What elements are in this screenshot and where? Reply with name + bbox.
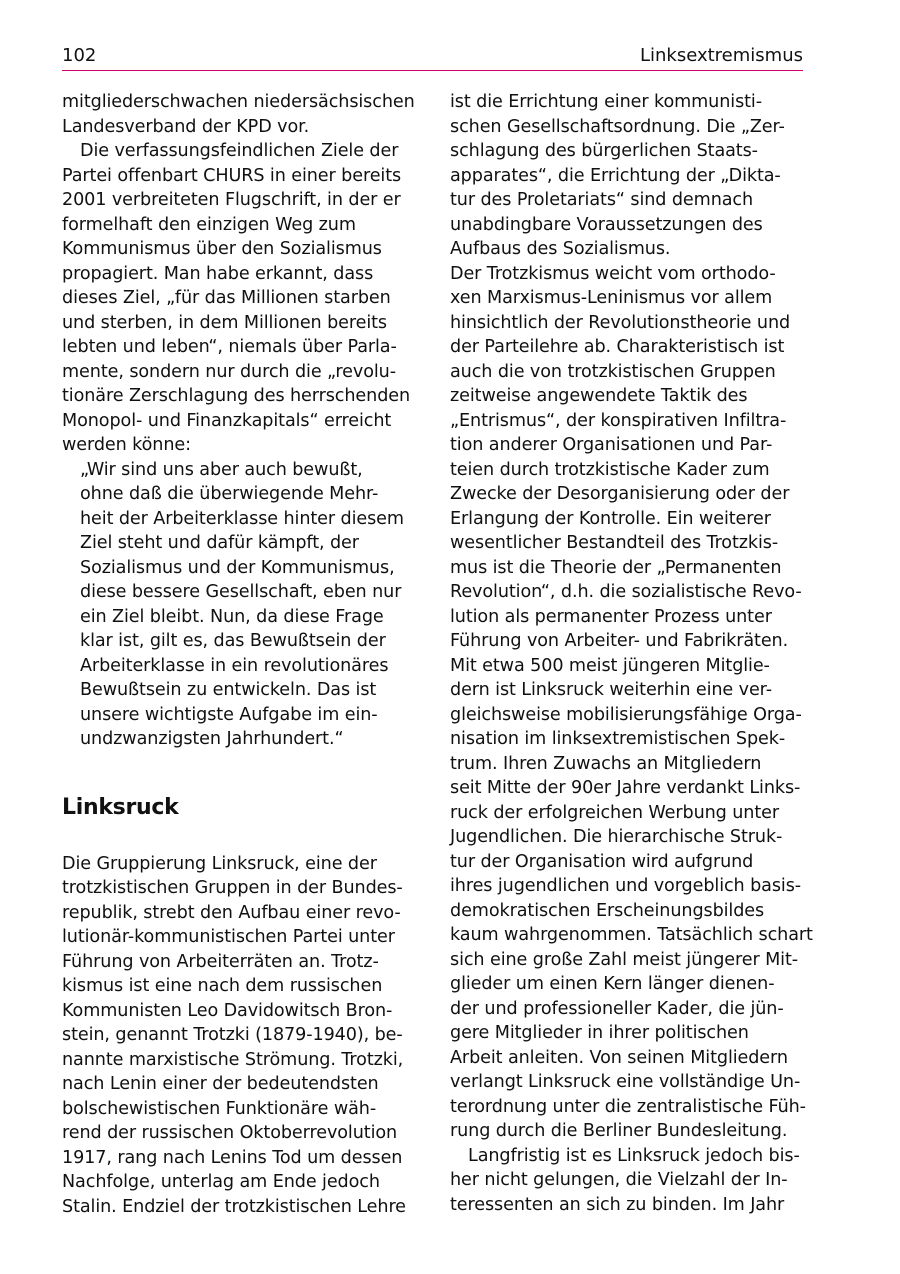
- text-line: wesentlicher Bestandteil des Trotzkis-: [450, 533, 779, 553]
- text-line: Monopol- und Finanzkapitals“ erreicht: [62, 410, 392, 431]
- text-line: her nicht gelungen, die Vielzahl der In-: [450, 1170, 788, 1190]
- text-line: xen Marxismus-Leninismus vor allem: [450, 288, 773, 308]
- block-quote: [62, 458, 414, 752]
- text-line: Jugendlichen. Die hierarchische Struk-: [450, 827, 783, 847]
- text-line: Bewußtsein zu entwickeln. Das ist: [80, 680, 377, 700]
- text-line: Stalin. Endziel der trotzkistischen Lehre: [62, 1196, 406, 1217]
- linksruck-paragraph: [62, 852, 414, 1220]
- text-line: „Entrismus“, der konspirativen Infiltra-: [450, 410, 787, 431]
- text-line: republik, strebt den Aufbau einer revo-: [62, 902, 401, 923]
- text-line: werden könne:: [62, 435, 191, 455]
- text-line: trotzkistischen Gruppen in der Bundes-: [62, 878, 403, 898]
- text-line: Mit etwa 500 meist jüngeren Mitglie-: [450, 655, 770, 676]
- text-line: kismus ist eine nach dem russischen: [62, 976, 383, 996]
- text-line: ohne daß die überwiegende Mehr-: [80, 484, 379, 504]
- text-line: Landesverband der KPD vor.: [62, 116, 310, 137]
- text-line: lution als permanenter Prozess unter: [450, 606, 772, 627]
- left-column: [62, 90, 414, 1219]
- text-line: ein Ziel bleibt. Nun, da diese Frage: [80, 606, 384, 627]
- text-line: der Parteilehre ab. Charakteristisch ist: [450, 337, 785, 357]
- text-line: Aufbaus des Sozialismus.: [450, 239, 671, 259]
- text-line: Kommunismus über den Sozialismus: [62, 239, 382, 259]
- text-line: dieses Ziel, „für das Millionen starben: [62, 288, 391, 308]
- text-line: Ziel steht und dafür kämpft, der: [80, 533, 359, 553]
- langfristig-paragraph: [450, 1144, 805, 1218]
- text-line: undzwanzigsten Jahrhundert.“: [80, 729, 344, 749]
- text-line: terordnung unter die zentralistische Füh-: [450, 1096, 806, 1117]
- text-line: sich eine große Zahl meist jüngerer Mit-: [450, 949, 798, 970]
- page-number: 102: [62, 45, 97, 66]
- text-line: formelhaft den einzigen Weg zum: [62, 214, 356, 235]
- text-line: unabdingbare Voraussetzungen des: [450, 214, 763, 235]
- text-line: trum. Ihren Zuwachs an Mitgliedern: [450, 753, 762, 774]
- text-line: Langfristig ist es Linksruck jedoch bis-: [468, 1145, 800, 1166]
- text-line: Erlangung der Kontrolle. Ein weiterer: [450, 508, 771, 529]
- text-line: teien durch trotzkistische Kader zum: [450, 459, 770, 480]
- text-line: gleichsweise mobilisierungsfähige Orga-: [450, 704, 802, 725]
- text-line: tur des Proletariats“ sind demnach: [450, 190, 754, 210]
- text-line: und sterben, in dem Millionen bereits: [62, 312, 387, 333]
- text-line: Arbeit anleiten. Von seinen Mitgliedern: [450, 1047, 788, 1068]
- text-line: stein, genannt Trotzki (1879-1940), be-: [62, 1025, 403, 1045]
- text-line: „Wir sind uns aber auch bewußt,: [80, 459, 363, 480]
- text-line: kaum wahrgenommen. Tatsächlich schart: [450, 925, 813, 945]
- text-line: Partei offenbart CHURS in einer bereits: [62, 165, 402, 186]
- intro-paragraph: [62, 90, 414, 139]
- text-line: nach Lenin einer der bedeutendsten: [62, 1074, 379, 1094]
- text-line: Nachfolge, unterlag am Ende jedoch: [62, 1172, 380, 1192]
- text-line: rung durch die Berliner Bundesleitung.: [450, 1121, 788, 1141]
- text-line: gere Mitglieder in ihrer politischen: [450, 1023, 749, 1043]
- text-line: 2001 verbreiteten Flugschrift, in der er: [62, 190, 401, 210]
- text-line: hinsichtlich der Revolutionstheorie und: [450, 312, 791, 333]
- text-line: ihres jugendlichen und vorgeblich basis-: [450, 876, 802, 896]
- text-line: Die verfassungsfeindlichen Ziele der: [80, 141, 399, 161]
- running-title: Linksextremismus: [639, 45, 803, 66]
- text-line: nisation im linksextremistischen Spek-: [450, 729, 786, 749]
- text-line: demokratischen Erscheinungsbildes: [450, 900, 765, 921]
- text-line: klar ist, gilt es, das Bewußtsein der: [80, 631, 386, 651]
- right-column: [450, 90, 813, 1217]
- text-line: dern ist Linksruck weiterhin eine ver-: [450, 680, 772, 700]
- text-line: tion anderer Organisationen und Par-: [450, 435, 773, 455]
- text-line: auch die von trotzkistischen Gruppen: [450, 361, 776, 382]
- text-line: propagiert. Man habe erkannt, dass: [62, 263, 374, 284]
- text-line: zeitweise angewendete Taktik des: [450, 386, 748, 406]
- text-line: seit Mitte der 90er Jahre verdankt Links-: [450, 778, 801, 798]
- text-line: bolschewistischen Funktionäre wäh-: [62, 1098, 377, 1119]
- text-line: Kommunisten Leo Davidowitsch Bron-: [62, 1000, 393, 1021]
- text-line: Arbeiterklasse in ein revolutionäres: [80, 655, 389, 676]
- text-line: mitgliederschwachen niedersächsischen: [62, 92, 415, 112]
- section-heading: Linksruck: [62, 794, 179, 820]
- text-line: mente, sondern nur durch die „revolu-: [62, 361, 396, 382]
- text-line: verlangt Linksruck eine vollständige Un-: [450, 1072, 801, 1092]
- text-line: 1917, rang nach Lenins Tod um dessen: [62, 1147, 403, 1168]
- text-line: unsere wichtigste Aufgabe im ein-: [80, 704, 378, 725]
- text-line: Der Trotzkismus weicht vom orthodo-: [450, 263, 776, 284]
- text-line: schen Gesellschaftsordnung. Die „Zer-: [450, 116, 785, 137]
- text-line: der und professioneller Kader, die jün-: [450, 998, 784, 1019]
- churs-paragraph: [62, 139, 414, 458]
- text-line: Führung von Arbeiterräten an. Trotz-: [62, 951, 379, 972]
- trotzkismus-paragraph: [450, 90, 813, 1144]
- text-line: tur der Organisation wird aufgrund: [450, 851, 754, 872]
- page-header: [62, 42, 803, 71]
- text-line: tionäre Zerschlagung des herrschenden: [62, 386, 411, 406]
- text-line: glieder um einen Kern länger dienen-: [450, 974, 775, 994]
- text-line: Die Gruppierung Linksruck, eine der: [62, 853, 377, 874]
- text-line: ist die Errichtung einer kommunisti-: [450, 92, 762, 112]
- text-line: Zwecke der Desorganisierung oder der: [450, 484, 790, 504]
- text-line: apparates“, die Errichtung der „Dikta-: [450, 165, 781, 186]
- text-line: nannte marxistische Strömung. Trotzki,: [62, 1049, 404, 1070]
- text-line: ruck der erfolgreichen Werbung unter: [450, 802, 779, 823]
- text-line: Revolution“, d.h. die sozialistische Revo-: [450, 582, 802, 602]
- text-line: lutionär-kommunistischen Partei unter: [62, 927, 395, 947]
- text-line: Führung von Arbeiter- und Fabrikräten.: [450, 631, 789, 651]
- text-line: teressenten an sich zu binden. Im Jahr: [450, 1194, 785, 1215]
- text-line: schlagung des bürgerlichen Staats-: [450, 141, 758, 161]
- text-line: rend der russischen Oktoberrevolution: [62, 1123, 398, 1143]
- text-line: lebten und leben“, niemals über Parla-: [62, 337, 397, 357]
- text-line: heit der Arbeiterklasse hinter diesem: [80, 508, 404, 529]
- text-line: diese bessere Gesellschaft, eben nur: [80, 582, 402, 602]
- text-line: mus ist die Theorie der „Permanenten: [450, 557, 782, 578]
- text-line: Sozialismus und der Kommunismus,: [80, 557, 395, 578]
